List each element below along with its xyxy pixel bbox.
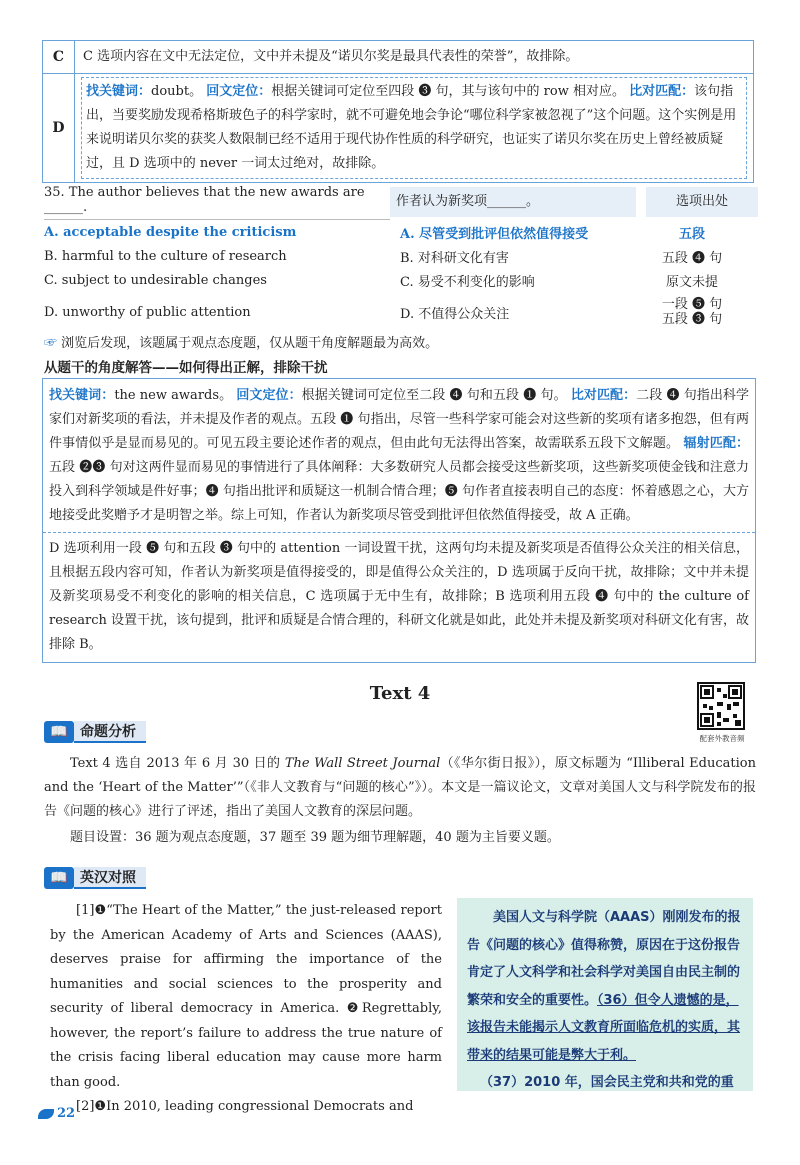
page-number-text: 22 [57,1106,76,1121]
chinese-sentence-2: （36）但令人遗憾的是，该报告未能揭示人文教育所面临危机的实质，其带来的结果可能是弊大于利。 [467,992,741,1063]
keyword-text: doubt。 [151,84,203,99]
radiate-text: 五段 ❷❸ 句对这两件显而易见的事情进行了具体阐释：大多数研究人员都会接受这些新奖项，这些新奖项使金钱和注意力投入到科学领域是件好事；❹ 句指出批评和质疑这一机制合情合理；❺ 句作者直接表明自己的态度：怀着感恩之心，大方地接受此奖赠予才是明智之举。综上可知，作者认为新奖项尽管受到批评但依然值得接受，故 A 正确。 [49,460,749,523]
match-text: 二段 ❹ 句指出科学家们对新奖项的看法，并未提及作者的观点。五段 ❶ 句指出，尽管一些科学家可能会对这些新的奖项有诸多抱怨，但有两件事情似乎是显而易见的。可见五段主要论述作者的观点，但由此句无法得出答案，故需联系五段下文解题。 [49,388,749,451]
keyword-label: 找关键词： [86,84,152,99]
tip-note [44,332,438,351]
option-letter: D [43,74,75,183]
locate-text: 根据关键词可定位至四段 ❸ 句，其与该句中的 row 相对应。 [271,84,625,99]
option-en: B. harmful to the culture of research [44,248,287,264]
option-source: 五段 ❹ 句 [661,250,723,266]
locate-label: 回文定位： [206,84,272,99]
pointing-hand-icon: ☞ [44,336,58,351]
chinese-sentence-3: （37）2010 年，国会民主党和共和党的重 [480,1075,734,1090]
book-icon: 📖 [44,867,74,889]
section-title-bilingual [44,866,146,890]
match-text: 该句指出，当要奖励发现希格斯玻色子的科学家时，就不可避免地会争论“哪位科学家被忽视了”这个问题。这个实例是用来说明诺贝尔奖的获奖人数限制已经不适用于现代协作性质的科学研究，也证实了诺贝尔奖在历史上曾经被质疑过，且 D 选项中的 never 一词太过绝对，故排除。 [86,84,737,171]
keyword-text: the new awards。 [114,388,233,403]
option-c-analysis: C 选项内容在文中无法定位，文中并未提及“诺贝尔奖是最具代表性的荣誉”，故排除。 [75,41,754,74]
option-a [44,220,758,244]
english-paragraph-2: [2]❶In 2010, leading congressional Democrats and [76,1099,414,1114]
chinese-sentence-1: 美国人文与科学院（AAAS）刚刚发布的报告《问题的核心》值得称赞，原因在于这份报告肯定了人文科学和社会科学对美国自由民主制的繁荣和安全的重要性。 [467,910,741,1008]
option-cn: B. 对科研文化有害 [400,250,509,266]
journal-name: The Wall Street Journal [284,756,441,771]
qr-caption: 配套外教音频 [699,734,745,743]
english-paragraph-1: [1]❶“The Heart of the Matter,” the just-released report by the American Academy of Arts and Sciences (AAAS), deserves praise for affirming the importance of the humanities and social sciences to the prosperity and security of liberal democracy in America. ❷Regrettably, however, the report’s failure to address the true nature of the crisis facing liberal education may cause more harm than good. [50,903,442,1090]
option-cn: C. 易受不利变化的影响 [400,274,535,290]
keyword-label: 找关键词： [49,388,115,403]
option-b [44,244,758,268]
option-source [636,297,748,327]
source-text-cont: （《华尔街日报》），原文标题为 “Illiberal Education and the ‘Heart of the Matter’”（《非人文教育与“问题的核心”》）。本文是一篇议论文，文章对美国人文与科学院发布的报告《问题的核心》进行了评述，指出了美国人文教育的深层问题。 [44,756,756,819]
option-d-analysis [75,74,754,183]
source-text: Text 4 选自 2013 年 6 月 30 日的 [70,756,285,771]
locate-label: 回文定位： [236,388,302,403]
qr-code-icon[interactable] [697,682,745,730]
tip-text: 浏览后发现，该题属于观点态度题，仅从题干角度解题最为高效。 [61,336,439,351]
chinese-translation [467,904,743,1069]
english-passage [50,899,442,1120]
option-cn: A. 尽管受到批评但依然值得接受 [400,226,589,242]
question-35 [44,186,758,332]
section-title-proposition [44,720,146,744]
source-header: 选项出处 [646,187,758,217]
section-title-text: 英汉对照 [74,867,146,889]
option-letter: C [43,41,75,74]
option-c-row [43,41,754,74]
solving-subheading: 从题干的角度解答——如何得出正解，排除干扰 [44,360,328,376]
question-setup-paragraph: 题目设置：36 题为观点态度题，37 题至 39 题为细节理解题，40 题为主旨要义题。 [70,830,560,845]
option-c [44,268,758,292]
chinese-translation-box [457,898,753,1091]
options-analysis-table [42,40,754,183]
option-source: 原文未提 [665,274,718,290]
option-d [44,292,758,332]
distractor-analysis: D 选项利用一段 ❺ 句和五段 ❸ 句中的 attention 一词设置干扰，这两句均未提及新奖项是否值得公众关注的相关信息，且根据五段内容可知，作者认为新奖项是值得接受的，即是值得公众关注的，D 选项属于反向干扰，故排除；文中并未提及新奖项易受不利变化的影响的相关信息，C 选项属于无中生有，故排除；B 选项利用五段 ❹ 句中的 the culture of research 设置干扰，该句提到，批评和质疑是合情合理的，科研文化就是如此，此处并未提及新奖项对科研文化有害，故排除 B。 [43,532,755,662]
option-source-line: 一段 ❺ 句 [661,297,723,312]
option-en: D. unworthy of public attention [44,304,251,320]
leaf-icon [38,1109,54,1119]
option-source-line: 五段 ❸ 句 [661,312,723,327]
text-title: Text 4 [369,683,431,704]
correct-answer-analysis [43,379,755,532]
page-number [38,1106,75,1121]
option-d-row [43,74,754,183]
answer-analysis-box [42,378,756,663]
question-stem-en: 35. The author believes that the new awards are ______. [44,185,390,220]
section-title-text: 命题分析 [74,721,146,743]
option-cn: D. 不值得公众关注 [400,306,510,322]
option-en: C. subject to undesirable changes [44,272,267,288]
option-en: A. acceptable despite the criticism [44,224,297,240]
question-stem-row [44,186,758,218]
option-source: 五段 [678,226,705,242]
option-d-box [81,77,747,179]
question-stem-cn: 作者认为新奖项______。 [390,187,636,217]
book-icon: 📖 [44,721,74,743]
match-label: 比对匹配： [570,388,637,403]
radiate-label: 辐射匹配： [683,436,749,451]
locate-text: 根据关键词可定位至二段 ❹ 句和五段 ❶ 句。 [301,388,567,403]
proposition-paragraph [44,752,756,824]
match-label: 比对匹配： [629,84,695,99]
